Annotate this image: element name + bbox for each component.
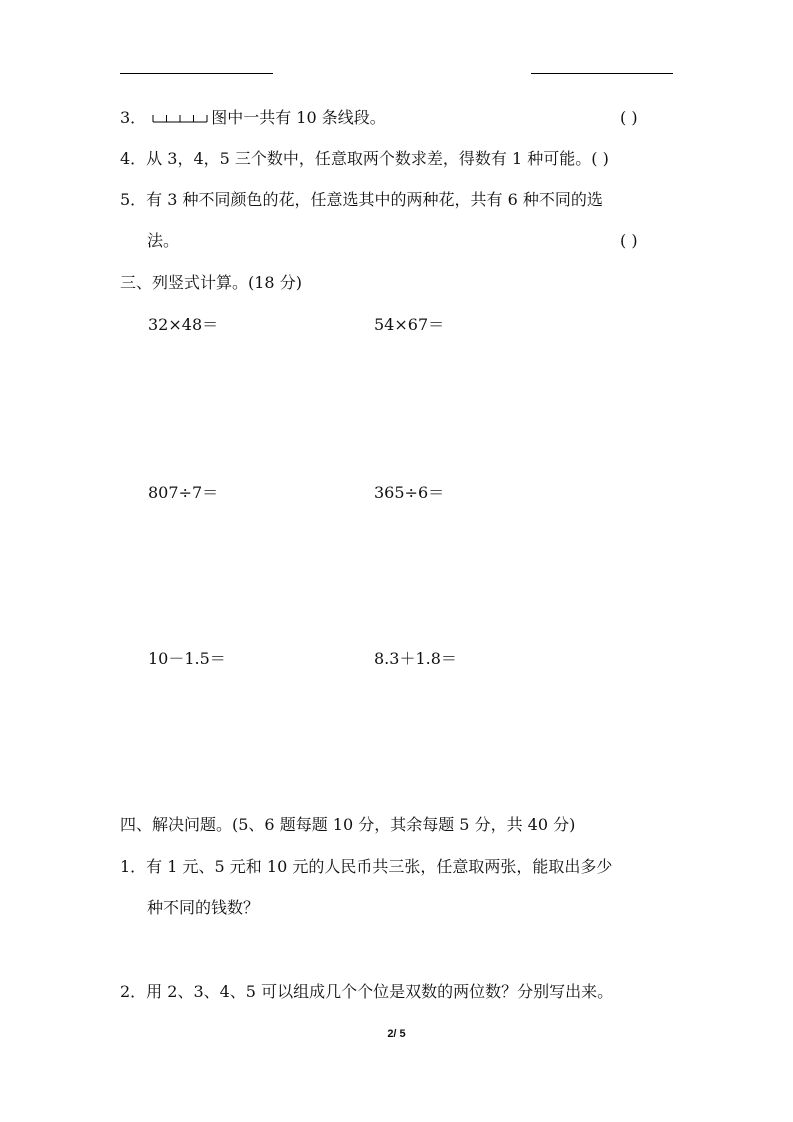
header-line-right <box>531 73 673 74</box>
calc-problem: 54×67＝ <box>374 315 445 334</box>
problem-1-line1: 1．有 1 元、5 元和 10 元的人民币共三张，任意取两张，能取出多少 <box>120 857 613 876</box>
question-5-line2: 法。 <box>147 231 180 250</box>
question-3-number: 3． <box>120 108 147 127</box>
page-number: 2/ 5 <box>387 1028 406 1040</box>
question-5-answer-paren: ( ) <box>620 231 638 250</box>
question-4: 4．从 3，4，5 三个数中，任意取两个数求差，得数有 1 种可能。( ) <box>120 149 609 168</box>
problem-1-line2: 种不同的钱数？ <box>147 898 260 917</box>
calc-problem: 8.3＋1.8＝ <box>374 649 457 668</box>
section-4-heading: 四、解决问题。(5、6 题每题 10 分，其余每题 5 分，共 40 分) <box>120 815 576 834</box>
calc-problem: 365÷6＝ <box>374 483 445 502</box>
segment-figure-icon <box>152 113 208 123</box>
calc-problem: 807÷7＝ <box>148 483 219 502</box>
question-3 <box>120 108 386 128</box>
problem-2: 2．用 2、3、4、5 可以组成几个个位是双数的两位数？分别写出来。 <box>120 982 614 1001</box>
section-3-heading: 三、列竖式计算。(18 分) <box>120 273 302 292</box>
header-line-left <box>120 73 273 74</box>
question-5-line1: 5．有 3 种不同颜色的花，任意选其中的两种花，共有 6 种不同的选 <box>120 190 603 209</box>
question-3-answer-paren: ( ) <box>620 108 638 127</box>
calc-problem: 32×48＝ <box>148 315 219 334</box>
calc-problem: 10－1.5＝ <box>148 649 226 668</box>
question-3-text: 图中一共有 10 条线段。 <box>211 108 386 127</box>
